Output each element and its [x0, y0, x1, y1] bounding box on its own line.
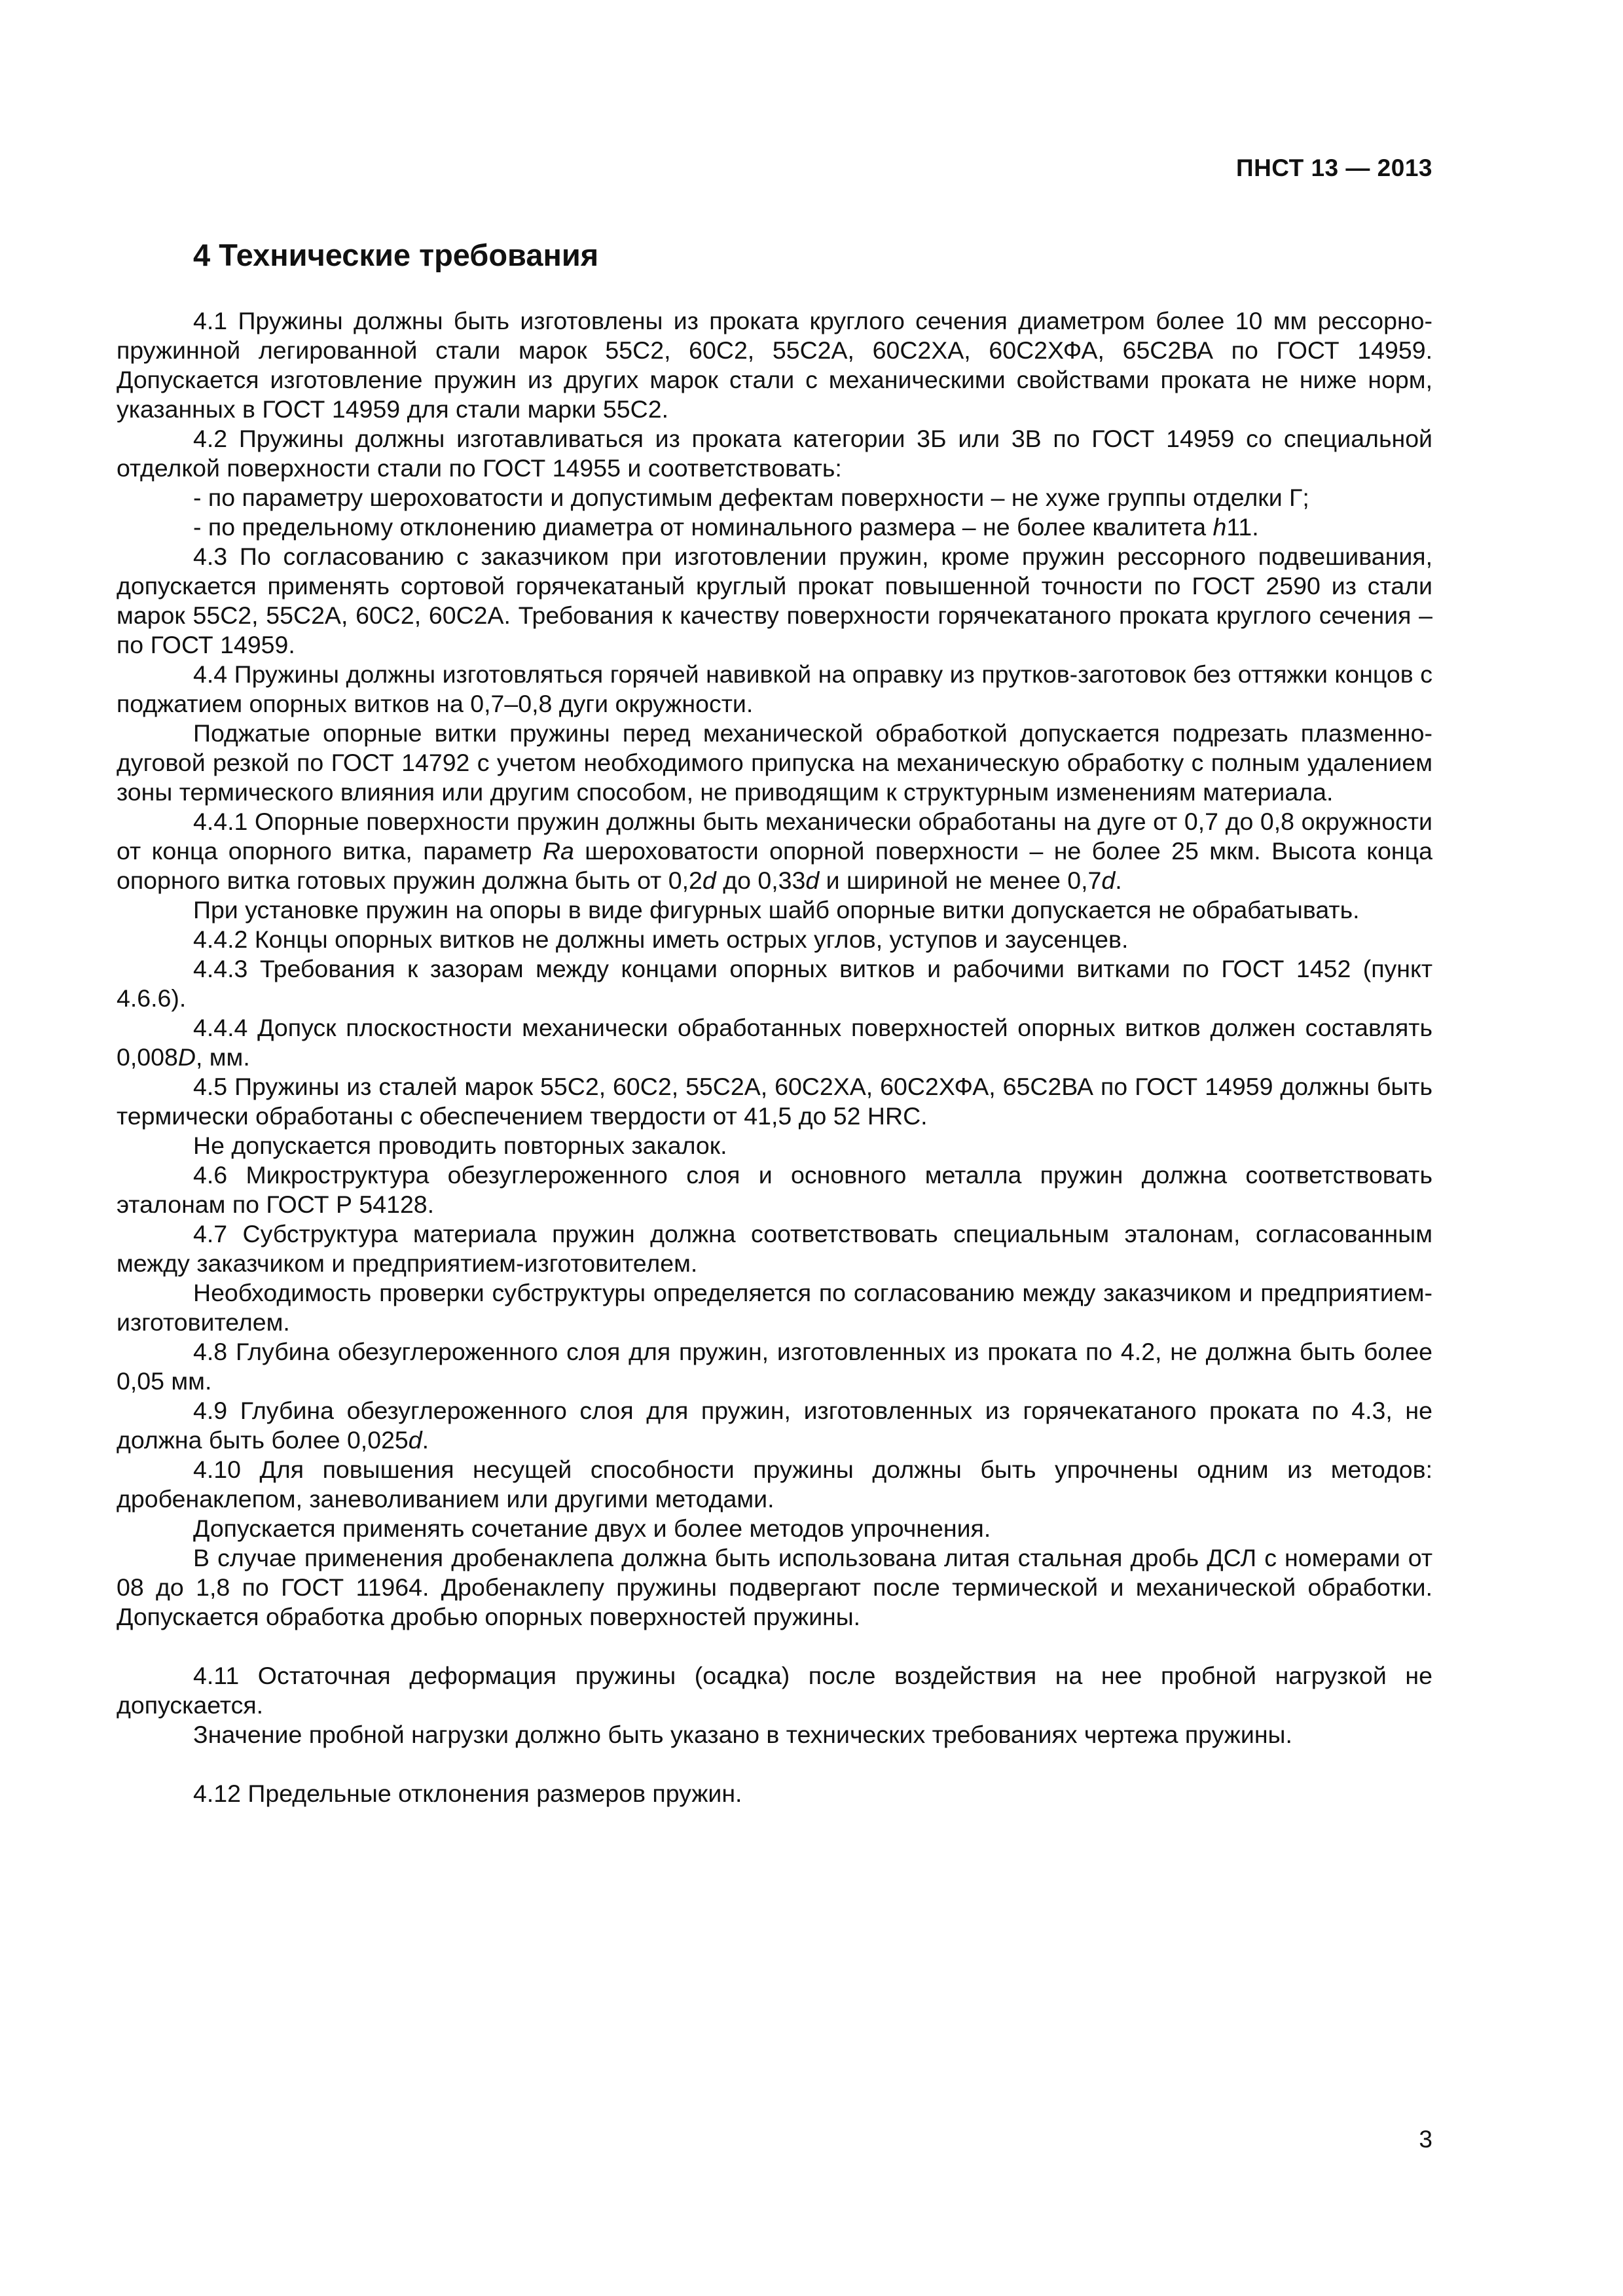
document-code-header: ПНСТ 13 — 2013: [1235, 154, 1432, 181]
paragraph-4-6: 4.6 Микроструктура обезуглероженного слоя и основного металла пружин должна соответствовать эталонам по ГОСТ Р 54128.: [117, 1161, 1432, 1218]
text-run: до 0,33: [716, 867, 806, 894]
paragraph-4-7: 4.7 Субструктура материала пружин должна соответствовать специальным эталонам, согласованным между заказчиком и предприятием-изготовителем.: [117, 1220, 1432, 1277]
text-run: и шириной не менее 0,7: [819, 867, 1102, 894]
text-run: , мм.: [195, 1043, 250, 1071]
paragraph-4-12: 4.12 Предельные отклонения размеров пружин.: [193, 1780, 742, 1807]
paragraph-4-4: 4.4 Пружины должны изготовляться горячей навивкой на оправку из прутков-заготовок без оттяжки концов с поджатием опорных витков на 0,7–0,8 дуги окружности.: [117, 660, 1432, 717]
text-run: .: [422, 1426, 429, 1454]
text-run: - по предельному отклонению диаметра от номинального размера – не более квалитета: [193, 513, 1213, 541]
italic-symbol-d: d: [702, 867, 716, 894]
paragraph-4-4-3: 4.4.3 Требования к зазорам между концами опорных витков и рабочими витками по ГОСТ 1452 (пункт 4.6.6).: [117, 955, 1432, 1012]
paragraph-4-1: 4.1 Пружины должны быть изготовлены из проката круглого сечения диаметром более 10 мм рессорно-пружинной легированной стали марок 55С2, 60С2, 55С2А, 60С2ХА, 60С2ХФА, 65С2ВА по ГОСТ 14959. Допускается изготовление пружин из других марок стали с механическими свойствами проката не ниже норм, указанных в ГОСТ 14959 для стали марки 55С2.: [117, 307, 1432, 423]
paragraph-4-5: 4.5 Пружины из сталей марок 55С2, 60С2, 55С2А, 60С2ХА, 60С2ХФА, 65С2ВА по ГОСТ 14959 должны быть термически обработаны с обеспечением твердости от 41,5 до 52 HRC.: [117, 1073, 1432, 1130]
paragraph-4-4-cutting: Поджатые опорные витки пружины перед механической обработкой допускается подрезать плазменно-дуговой резкой по ГОСТ 14792 с учетом необходимого припуска на механическую обработку с полным удалением зоны термического влияния или другим способом, не приводящим к структурным изменениям материала.: [117, 719, 1432, 806]
text-run: 4.4.4 Допуск плоскостности механически обработанных поверхностей опорных витков должен составлять 0,008: [117, 1014, 1432, 1071]
paragraph-4-10-combination: Допускается применять сочетание двух и более методов упрочнения.: [193, 1515, 991, 1542]
text-run: 4.9 Глубина обезуглероженного слоя для пружин, изготовленных из горячекатаного проката по 4.3, не должна быть более 0,025: [117, 1397, 1432, 1454]
paragraph-4-9: [117, 1396, 1432, 1455]
paragraph-4-4-1: [117, 807, 1432, 895]
text-run: 4.4.1 Опорные поверхности пружин должны быть механически обработаны на дуге от 0,7 до 0,8 окружности от конца опорного витка, параметр: [117, 808, 1432, 865]
paragraph-4-4-4: [117, 1013, 1432, 1072]
section-title: 4 Технические требования: [193, 238, 599, 272]
text-run: .: [1115, 867, 1122, 894]
paragraph-4-11: 4.11 Остаточная деформация пружины (осадка) после воздействия на нее пробной нагрузкой не допускается.: [117, 1662, 1432, 1719]
page-number: 3: [1419, 2126, 1432, 2153]
paragraph-4-4-1-washers: При установке пружин на опоры в виде фигурных шайб опорные витки допускается не обрабатывать.: [193, 896, 1360, 924]
paragraph-4-10-shot: В случае применения дробенаклепа должна быть использована литая стальная дробь ДСЛ с номерами от 08 до 1,8 по ГОСТ 11964. Дробенаклепу пружины подвергают после термической и механической обработки. Допускается обработка дробью опорных поверхностей пружины.: [117, 1544, 1432, 1630]
text-run: шероховатости опорной поверхности – не более 25 мкм. Высота конца опорного витка готовых пружин должна быть от 0,2: [117, 837, 1432, 894]
paragraph-4-11-load: Значение пробной нагрузки должно быть указано в технических требованиях чертежа пружины.: [193, 1721, 1292, 1748]
italic-symbol-D: D: [177, 1043, 196, 1071]
document-body: [117, 306, 1432, 1808]
paragraph-4-7-check: Необходимость проверки субструктуры определяется по согласованию между заказчиком и предприятием-изготовителем.: [117, 1279, 1432, 1336]
paragraph-4-2-item-roughness: - по параметру шероховатости и допустимым дефектам поверхности – не хуже группы отделки Г;: [193, 484, 1309, 511]
paragraph-4-2-item-diameter: [117, 512, 1432, 542]
italic-symbol-d: d: [805, 867, 820, 894]
paragraph-4-4-2: 4.4.2 Концы опорных витков не должны иметь острых углов, уступов и заусенцев.: [193, 925, 1129, 953]
italic-symbol-ra: Ra: [542, 837, 574, 865]
italic-symbol-d: d: [1101, 867, 1116, 894]
paragraph-4-3: 4.3 По согласованию с заказчиком при изготовлении пружин, кроме пружин рессорного подвешивания, допускается применять сортовой горячекатаный круглый прокат повышенной точности по ГОСТ 2590 из стали марок 55С2, 55С2А, 60С2, 60С2А. Требования к качеству поверхности горячекатаного проката круглого сечения – по ГОСТ 14959.: [117, 543, 1432, 658]
paragraph-4-10: 4.10 Для повышения несущей способности пружины должны быть упрочнены одним из методов: дробенаклепом, заневоливанием или другими методами.: [117, 1456, 1432, 1513]
italic-symbol-h: h: [1213, 513, 1227, 541]
paragraph-4-8: 4.8 Глубина обезуглероженного слоя для пружин, изготовленных из проката по 4.2, не должна быть более 0,05 мм.: [117, 1338, 1432, 1395]
paragraph-4-2: 4.2 Пружины должны изготавливаться из проката категории 3Б или 3В по ГОСТ 14959 со специальной отделкой поверхности стали по ГОСТ 14955 и соответствовать:: [117, 425, 1432, 482]
paragraph-4-5-quenching: Не допускается проводить повторных закалок.: [193, 1132, 727, 1159]
italic-symbol-d: d: [408, 1426, 422, 1454]
text-run: 11.: [1226, 513, 1259, 541]
